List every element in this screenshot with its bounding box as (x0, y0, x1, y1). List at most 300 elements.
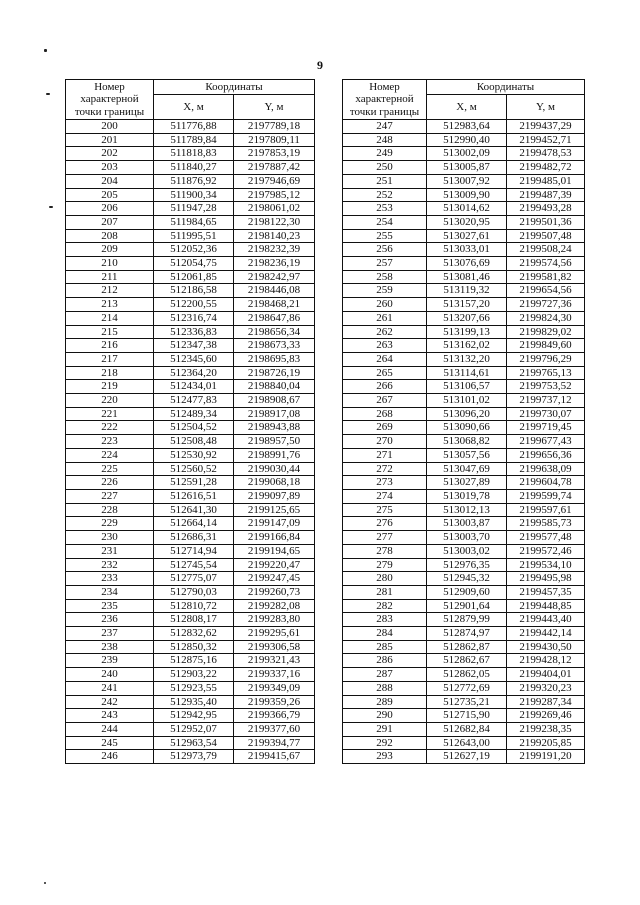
table-row (343, 681, 585, 695)
table-row (343, 640, 585, 654)
point-number-cell: 207 (66, 215, 154, 229)
point-number-cell: 293 (343, 750, 427, 764)
point-number-cell: 285 (343, 640, 427, 654)
x-coordinate-cell: 513003,70 (427, 531, 507, 545)
table-row (66, 489, 315, 503)
point-number-cell: 215 (66, 325, 154, 339)
x-coordinate-cell: 513199,13 (427, 325, 507, 339)
y-coordinate-cell: 2199849,60 (507, 339, 585, 353)
x-coordinate-cell: 512627,19 (427, 750, 507, 764)
point-number-cell: 259 (343, 284, 427, 298)
point-number-cell: 239 (66, 654, 154, 668)
table-row (66, 133, 315, 147)
x-coordinate-cell: 512061,85 (154, 270, 234, 284)
point-number-cell: 292 (343, 736, 427, 750)
table-row (343, 462, 585, 476)
table-row (343, 503, 585, 517)
table-row (66, 421, 315, 435)
point-number-cell: 264 (343, 352, 427, 366)
point-number-cell: 235 (66, 599, 154, 613)
x-coordinate-cell: 512745,54 (154, 558, 234, 572)
x-coordinate-cell: 512808,17 (154, 613, 234, 627)
y-coordinate-cell: 2197809,11 (234, 133, 315, 147)
point-number-cell: 269 (343, 421, 427, 435)
x-coordinate-cell: 512616,51 (154, 489, 234, 503)
x-coordinate-cell: 512508,48 (154, 435, 234, 449)
point-number-cell: 286 (343, 654, 427, 668)
scan-mark (44, 49, 47, 52)
y-coordinate-cell: 2199495,98 (507, 572, 585, 586)
point-number-cell: 225 (66, 462, 154, 476)
x-coordinate-cell: 512504,52 (154, 421, 234, 435)
point-number-cell: 232 (66, 558, 154, 572)
table-row (66, 229, 315, 243)
scan-mark (44, 882, 46, 884)
table-row (343, 202, 585, 216)
x-coordinate-cell: 511900,34 (154, 188, 234, 202)
point-number-cell: 217 (66, 352, 154, 366)
table-row (66, 462, 315, 476)
x-coordinate-cell: 512530,92 (154, 448, 234, 462)
y-coordinate-cell: 2199097,89 (234, 489, 315, 503)
table-row (343, 243, 585, 257)
table-row (343, 448, 585, 462)
point-number-cell: 281 (343, 585, 427, 599)
table-row (66, 654, 315, 668)
y-coordinate-cell: 2199205,85 (507, 736, 585, 750)
table-row (343, 627, 585, 641)
table-row (343, 380, 585, 394)
y-coordinate-cell: 2197985,12 (234, 188, 315, 202)
point-number-cell: 265 (343, 366, 427, 380)
y-coordinate-cell: 2198991,76 (234, 448, 315, 462)
x-coordinate-cell: 513033,01 (427, 243, 507, 257)
point-number-cell: 267 (343, 394, 427, 408)
x-header: X, м (154, 95, 234, 120)
y-coordinate-cell: 2199442,14 (507, 627, 585, 641)
point-number-header: Номер характерной точки границы (343, 80, 427, 120)
y-coordinate-cell: 2199430,50 (507, 640, 585, 654)
y-coordinate-cell: 2199282,08 (234, 599, 315, 613)
point-number-cell: 248 (343, 133, 427, 147)
table-body-right (343, 120, 585, 764)
table-row (343, 585, 585, 599)
point-number-cell: 245 (66, 736, 154, 750)
x-coordinate-cell: 513090,66 (427, 421, 507, 435)
table-row (66, 339, 315, 353)
table-row (66, 681, 315, 695)
x-coordinate-cell: 512901,64 (427, 599, 507, 613)
x-coordinate-cell: 512903,22 (154, 668, 234, 682)
table-row (66, 161, 315, 175)
y-coordinate-cell: 2199508,24 (507, 243, 585, 257)
y-coordinate-cell: 2199638,09 (507, 462, 585, 476)
y-coordinate-cell: 2197853,19 (234, 147, 315, 161)
x-coordinate-cell: 512874,97 (427, 627, 507, 641)
point-number-cell: 260 (343, 298, 427, 312)
point-number-cell: 206 (66, 202, 154, 216)
x-coordinate-cell: 513009,90 (427, 188, 507, 202)
point-number-cell: 221 (66, 407, 154, 421)
y-coordinate-cell: 2199443,40 (507, 613, 585, 627)
x-coordinate-cell: 512434,01 (154, 380, 234, 394)
point-number-cell: 234 (66, 585, 154, 599)
table-row (343, 339, 585, 353)
y-coordinate-cell: 2199737,12 (507, 394, 585, 408)
x-coordinate-cell: 512942,95 (154, 709, 234, 723)
y-coordinate-cell: 2199337,16 (234, 668, 315, 682)
y-coordinate-cell: 2199727,36 (507, 298, 585, 312)
table-row (66, 448, 315, 462)
point-number-cell: 244 (66, 722, 154, 736)
point-number-cell: 274 (343, 489, 427, 503)
x-coordinate-cell: 512347,38 (154, 339, 234, 353)
point-number-cell: 224 (66, 448, 154, 462)
x-coordinate-cell: 511984,65 (154, 215, 234, 229)
point-number-cell: 214 (66, 311, 154, 325)
x-coordinate-cell: 513027,61 (427, 229, 507, 243)
point-number-cell: 233 (66, 572, 154, 586)
y-coordinate-cell: 2199349,09 (234, 681, 315, 695)
point-number-cell: 246 (66, 750, 154, 764)
y-coordinate-cell: 2199585,73 (507, 517, 585, 531)
x-coordinate-cell: 511840,27 (154, 161, 234, 175)
x-coordinate-cell: 512715,90 (427, 709, 507, 723)
table-row (66, 750, 315, 764)
x-coordinate-cell: 512909,60 (427, 585, 507, 599)
coordinates-table-left (65, 79, 315, 764)
table-row (343, 572, 585, 586)
table-row (343, 722, 585, 736)
point-number-cell: 238 (66, 640, 154, 654)
point-number-cell: 209 (66, 243, 154, 257)
point-number-cell: 250 (343, 161, 427, 175)
x-coordinate-cell: 512775,07 (154, 572, 234, 586)
table-row (343, 229, 585, 243)
x-coordinate-cell: 512735,21 (427, 695, 507, 709)
y-coordinate-cell: 2199574,56 (507, 257, 585, 271)
x-coordinate-cell: 512990,40 (427, 133, 507, 147)
y-coordinate-cell: 2197946,69 (234, 174, 315, 188)
y-coordinate-cell: 2199415,67 (234, 750, 315, 764)
point-number-cell: 249 (343, 147, 427, 161)
x-coordinate-cell: 513003,87 (427, 517, 507, 531)
y-coordinate-cell: 2199306,58 (234, 640, 315, 654)
table-row (343, 695, 585, 709)
table-row (343, 311, 585, 325)
table-row (66, 503, 315, 517)
y-coordinate-cell: 2199452,71 (507, 133, 585, 147)
y-coordinate-cell: 2199534,10 (507, 558, 585, 572)
point-number-cell: 289 (343, 695, 427, 709)
table-row (66, 366, 315, 380)
x-coordinate-cell: 513014,62 (427, 202, 507, 216)
table-row (343, 284, 585, 298)
page-number: 9 (317, 58, 323, 72)
table-row (66, 435, 315, 449)
x-coordinate-cell: 513114,61 (427, 366, 507, 380)
x-coordinate-cell: 513068,82 (427, 435, 507, 449)
y-coordinate-cell: 2199260,73 (234, 585, 315, 599)
table-row (343, 421, 585, 435)
y-coordinate-cell: 2199125,65 (234, 503, 315, 517)
x-coordinate-cell: 512477,83 (154, 394, 234, 408)
table-row (66, 585, 315, 599)
table-row (343, 174, 585, 188)
y-coordinate-cell: 2198673,33 (234, 339, 315, 353)
point-number-cell: 243 (66, 709, 154, 723)
point-number-cell: 212 (66, 284, 154, 298)
x-coordinate-cell: 512200,55 (154, 298, 234, 312)
point-number-cell: 213 (66, 298, 154, 312)
y-coordinate-cell: 2198726,19 (234, 366, 315, 380)
table-row (343, 654, 585, 668)
x-coordinate-cell: 513157,20 (427, 298, 507, 312)
table-row (66, 407, 315, 421)
y-coordinate-cell: 2198917,08 (234, 407, 315, 421)
x-coordinate-cell: 512591,28 (154, 476, 234, 490)
point-number-header: Номер характерной точки границы (66, 80, 154, 120)
y-coordinate-cell: 2197789,18 (234, 120, 315, 134)
y-coordinate-cell: 2199220,47 (234, 558, 315, 572)
x-coordinate-cell: 513119,32 (427, 284, 507, 298)
table-row (66, 147, 315, 161)
point-number-cell: 257 (343, 257, 427, 271)
point-number-cell: 237 (66, 627, 154, 641)
x-coordinate-cell: 512862,05 (427, 668, 507, 682)
x-coordinate-cell: 513101,02 (427, 394, 507, 408)
x-coordinate-cell: 511947,28 (154, 202, 234, 216)
y-coordinate-cell: 2198957,50 (234, 435, 315, 449)
y-coordinate-cell: 2199320,23 (507, 681, 585, 695)
x-coordinate-cell: 512345,60 (154, 352, 234, 366)
table-row (343, 147, 585, 161)
point-number-cell: 202 (66, 147, 154, 161)
y-coordinate-cell: 2199719,45 (507, 421, 585, 435)
x-coordinate-cell: 513047,69 (427, 462, 507, 476)
point-number-cell: 230 (66, 531, 154, 545)
y-coordinate-cell: 2199765,13 (507, 366, 585, 380)
y-coordinate-cell: 2199194,65 (234, 544, 315, 558)
table-row (66, 215, 315, 229)
x-coordinate-cell: 512790,03 (154, 585, 234, 599)
point-number-cell: 275 (343, 503, 427, 517)
x-coordinate-cell: 513003,02 (427, 544, 507, 558)
point-number-cell: 220 (66, 394, 154, 408)
point-number-cell: 226 (66, 476, 154, 490)
point-number-cell: 211 (66, 270, 154, 284)
table-row (66, 531, 315, 545)
x-coordinate-cell: 513019,78 (427, 489, 507, 503)
point-number-cell: 222 (66, 421, 154, 435)
y-coordinate-cell: 2199478,53 (507, 147, 585, 161)
x-coordinate-cell: 512682,84 (427, 722, 507, 736)
y-coordinate-cell: 2198647,86 (234, 311, 315, 325)
table-row (343, 366, 585, 380)
x-coordinate-cell: 512862,87 (427, 640, 507, 654)
point-number-cell: 240 (66, 668, 154, 682)
y-coordinate-cell: 2199482,72 (507, 161, 585, 175)
y-coordinate-cell: 2199485,01 (507, 174, 585, 188)
table-row (66, 668, 315, 682)
point-number-cell: 254 (343, 215, 427, 229)
y-coordinate-cell: 2198943,88 (234, 421, 315, 435)
point-number-cell: 247 (343, 120, 427, 134)
x-coordinate-cell: 512364,20 (154, 366, 234, 380)
table-row (343, 188, 585, 202)
table-row (343, 750, 585, 764)
table-row (66, 394, 315, 408)
y-coordinate-cell: 2199824,30 (507, 311, 585, 325)
x-coordinate-cell: 512945,32 (427, 572, 507, 586)
point-number-cell: 203 (66, 161, 154, 175)
point-number-cell: 280 (343, 572, 427, 586)
point-number-cell: 228 (66, 503, 154, 517)
x-coordinate-cell: 512714,94 (154, 544, 234, 558)
table-row (66, 188, 315, 202)
y-coordinate-cell: 2199577,48 (507, 531, 585, 545)
y-coordinate-cell: 2199147,09 (234, 517, 315, 531)
table-row (343, 544, 585, 558)
scan-mark (49, 206, 53, 208)
x-coordinate-cell: 512935,40 (154, 695, 234, 709)
point-number-cell: 291 (343, 722, 427, 736)
table-row (343, 270, 585, 284)
point-number-cell: 200 (66, 120, 154, 134)
point-number-cell: 218 (66, 366, 154, 380)
point-number-cell: 256 (343, 243, 427, 257)
x-coordinate-cell: 513096,20 (427, 407, 507, 421)
y-coordinate-cell: 2199437,29 (507, 120, 585, 134)
y-coordinate-cell: 2198061,02 (234, 202, 315, 216)
table-row (66, 352, 315, 366)
point-number-cell: 262 (343, 325, 427, 339)
table-row (66, 709, 315, 723)
table-row (66, 270, 315, 284)
point-number-cell: 216 (66, 339, 154, 353)
point-number-cell: 258 (343, 270, 427, 284)
x-coordinate-cell: 512862,67 (427, 654, 507, 668)
table-row (343, 120, 585, 134)
table-row (66, 558, 315, 572)
y-coordinate-cell: 2199656,36 (507, 448, 585, 462)
x-coordinate-cell: 513207,66 (427, 311, 507, 325)
point-number-cell: 204 (66, 174, 154, 188)
table-row (343, 531, 585, 545)
table-row (66, 284, 315, 298)
y-coordinate-cell: 2199572,46 (507, 544, 585, 558)
table-row (66, 572, 315, 586)
coordinates-table-right (342, 79, 585, 764)
point-number-cell: 282 (343, 599, 427, 613)
y-coordinate-cell: 2199068,18 (234, 476, 315, 490)
x-coordinate-cell: 513162,02 (427, 339, 507, 353)
x-coordinate-cell: 512952,07 (154, 722, 234, 736)
point-number-cell: 208 (66, 229, 154, 243)
x-coordinate-cell: 512810,72 (154, 599, 234, 613)
table-row (343, 517, 585, 531)
y-coordinate-cell: 2198908,67 (234, 394, 315, 408)
y-coordinate-cell: 2199753,52 (507, 380, 585, 394)
x-coordinate-cell: 512489,34 (154, 407, 234, 421)
y-coordinate-cell: 2199428,12 (507, 654, 585, 668)
point-number-cell: 201 (66, 133, 154, 147)
point-number-cell: 229 (66, 517, 154, 531)
y-coordinate-cell: 2199377,60 (234, 722, 315, 736)
y-coordinate-cell: 2199654,56 (507, 284, 585, 298)
table-row (66, 722, 315, 736)
x-coordinate-cell: 512664,14 (154, 517, 234, 531)
point-number-cell: 227 (66, 489, 154, 503)
table-row (66, 202, 315, 216)
y-coordinate-cell: 2199247,45 (234, 572, 315, 586)
point-number-cell: 278 (343, 544, 427, 558)
x-coordinate-cell: 513076,69 (427, 257, 507, 271)
table-row (66, 257, 315, 271)
y-coordinate-cell: 2199191,20 (507, 750, 585, 764)
point-number-cell: 268 (343, 407, 427, 421)
y-coordinate-cell: 2199238,35 (507, 722, 585, 736)
y-coordinate-cell: 2197887,42 (234, 161, 315, 175)
y-coordinate-cell: 2199359,26 (234, 695, 315, 709)
table-body-left (66, 120, 315, 764)
table-row (66, 120, 315, 134)
x-coordinate-cell: 512875,16 (154, 654, 234, 668)
point-number-cell: 205 (66, 188, 154, 202)
x-coordinate-cell: 513081,46 (427, 270, 507, 284)
point-number-cell: 261 (343, 311, 427, 325)
x-coordinate-cell: 512832,62 (154, 627, 234, 641)
y-coordinate-cell: 2198695,83 (234, 352, 315, 366)
x-coordinate-cell: 512973,79 (154, 750, 234, 764)
point-number-cell: 266 (343, 380, 427, 394)
x-coordinate-cell: 513027,89 (427, 476, 507, 490)
y-coordinate-cell: 2199030,44 (234, 462, 315, 476)
table-row (66, 736, 315, 750)
point-number-cell: 210 (66, 257, 154, 271)
x-coordinate-cell: 513012,13 (427, 503, 507, 517)
table-row (343, 352, 585, 366)
point-number-cell: 277 (343, 531, 427, 545)
y-coordinate-cell: 2199796,29 (507, 352, 585, 366)
y-coordinate-cell: 2199829,02 (507, 325, 585, 339)
x-coordinate-cell: 513005,87 (427, 161, 507, 175)
x-coordinate-cell: 512316,74 (154, 311, 234, 325)
point-number-cell: 241 (66, 681, 154, 695)
point-number-cell: 219 (66, 380, 154, 394)
table-row (343, 736, 585, 750)
point-number-cell: 253 (343, 202, 427, 216)
point-number-cell: 290 (343, 709, 427, 723)
x-coordinate-cell: 512052,36 (154, 243, 234, 257)
point-number-cell: 272 (343, 462, 427, 476)
table-row (66, 640, 315, 654)
table-row (66, 544, 315, 558)
table-row (66, 517, 315, 531)
point-number-cell: 276 (343, 517, 427, 531)
table-row (343, 161, 585, 175)
table-row (66, 627, 315, 641)
point-number-cell: 271 (343, 448, 427, 462)
table-row (66, 613, 315, 627)
y-coordinate-cell: 2199394,77 (234, 736, 315, 750)
table-row (343, 613, 585, 627)
table-row (66, 695, 315, 709)
x-coordinate-cell: 513106,57 (427, 380, 507, 394)
table-row (66, 311, 315, 325)
table-row (343, 257, 585, 271)
y-coordinate-cell: 2198242,97 (234, 270, 315, 284)
